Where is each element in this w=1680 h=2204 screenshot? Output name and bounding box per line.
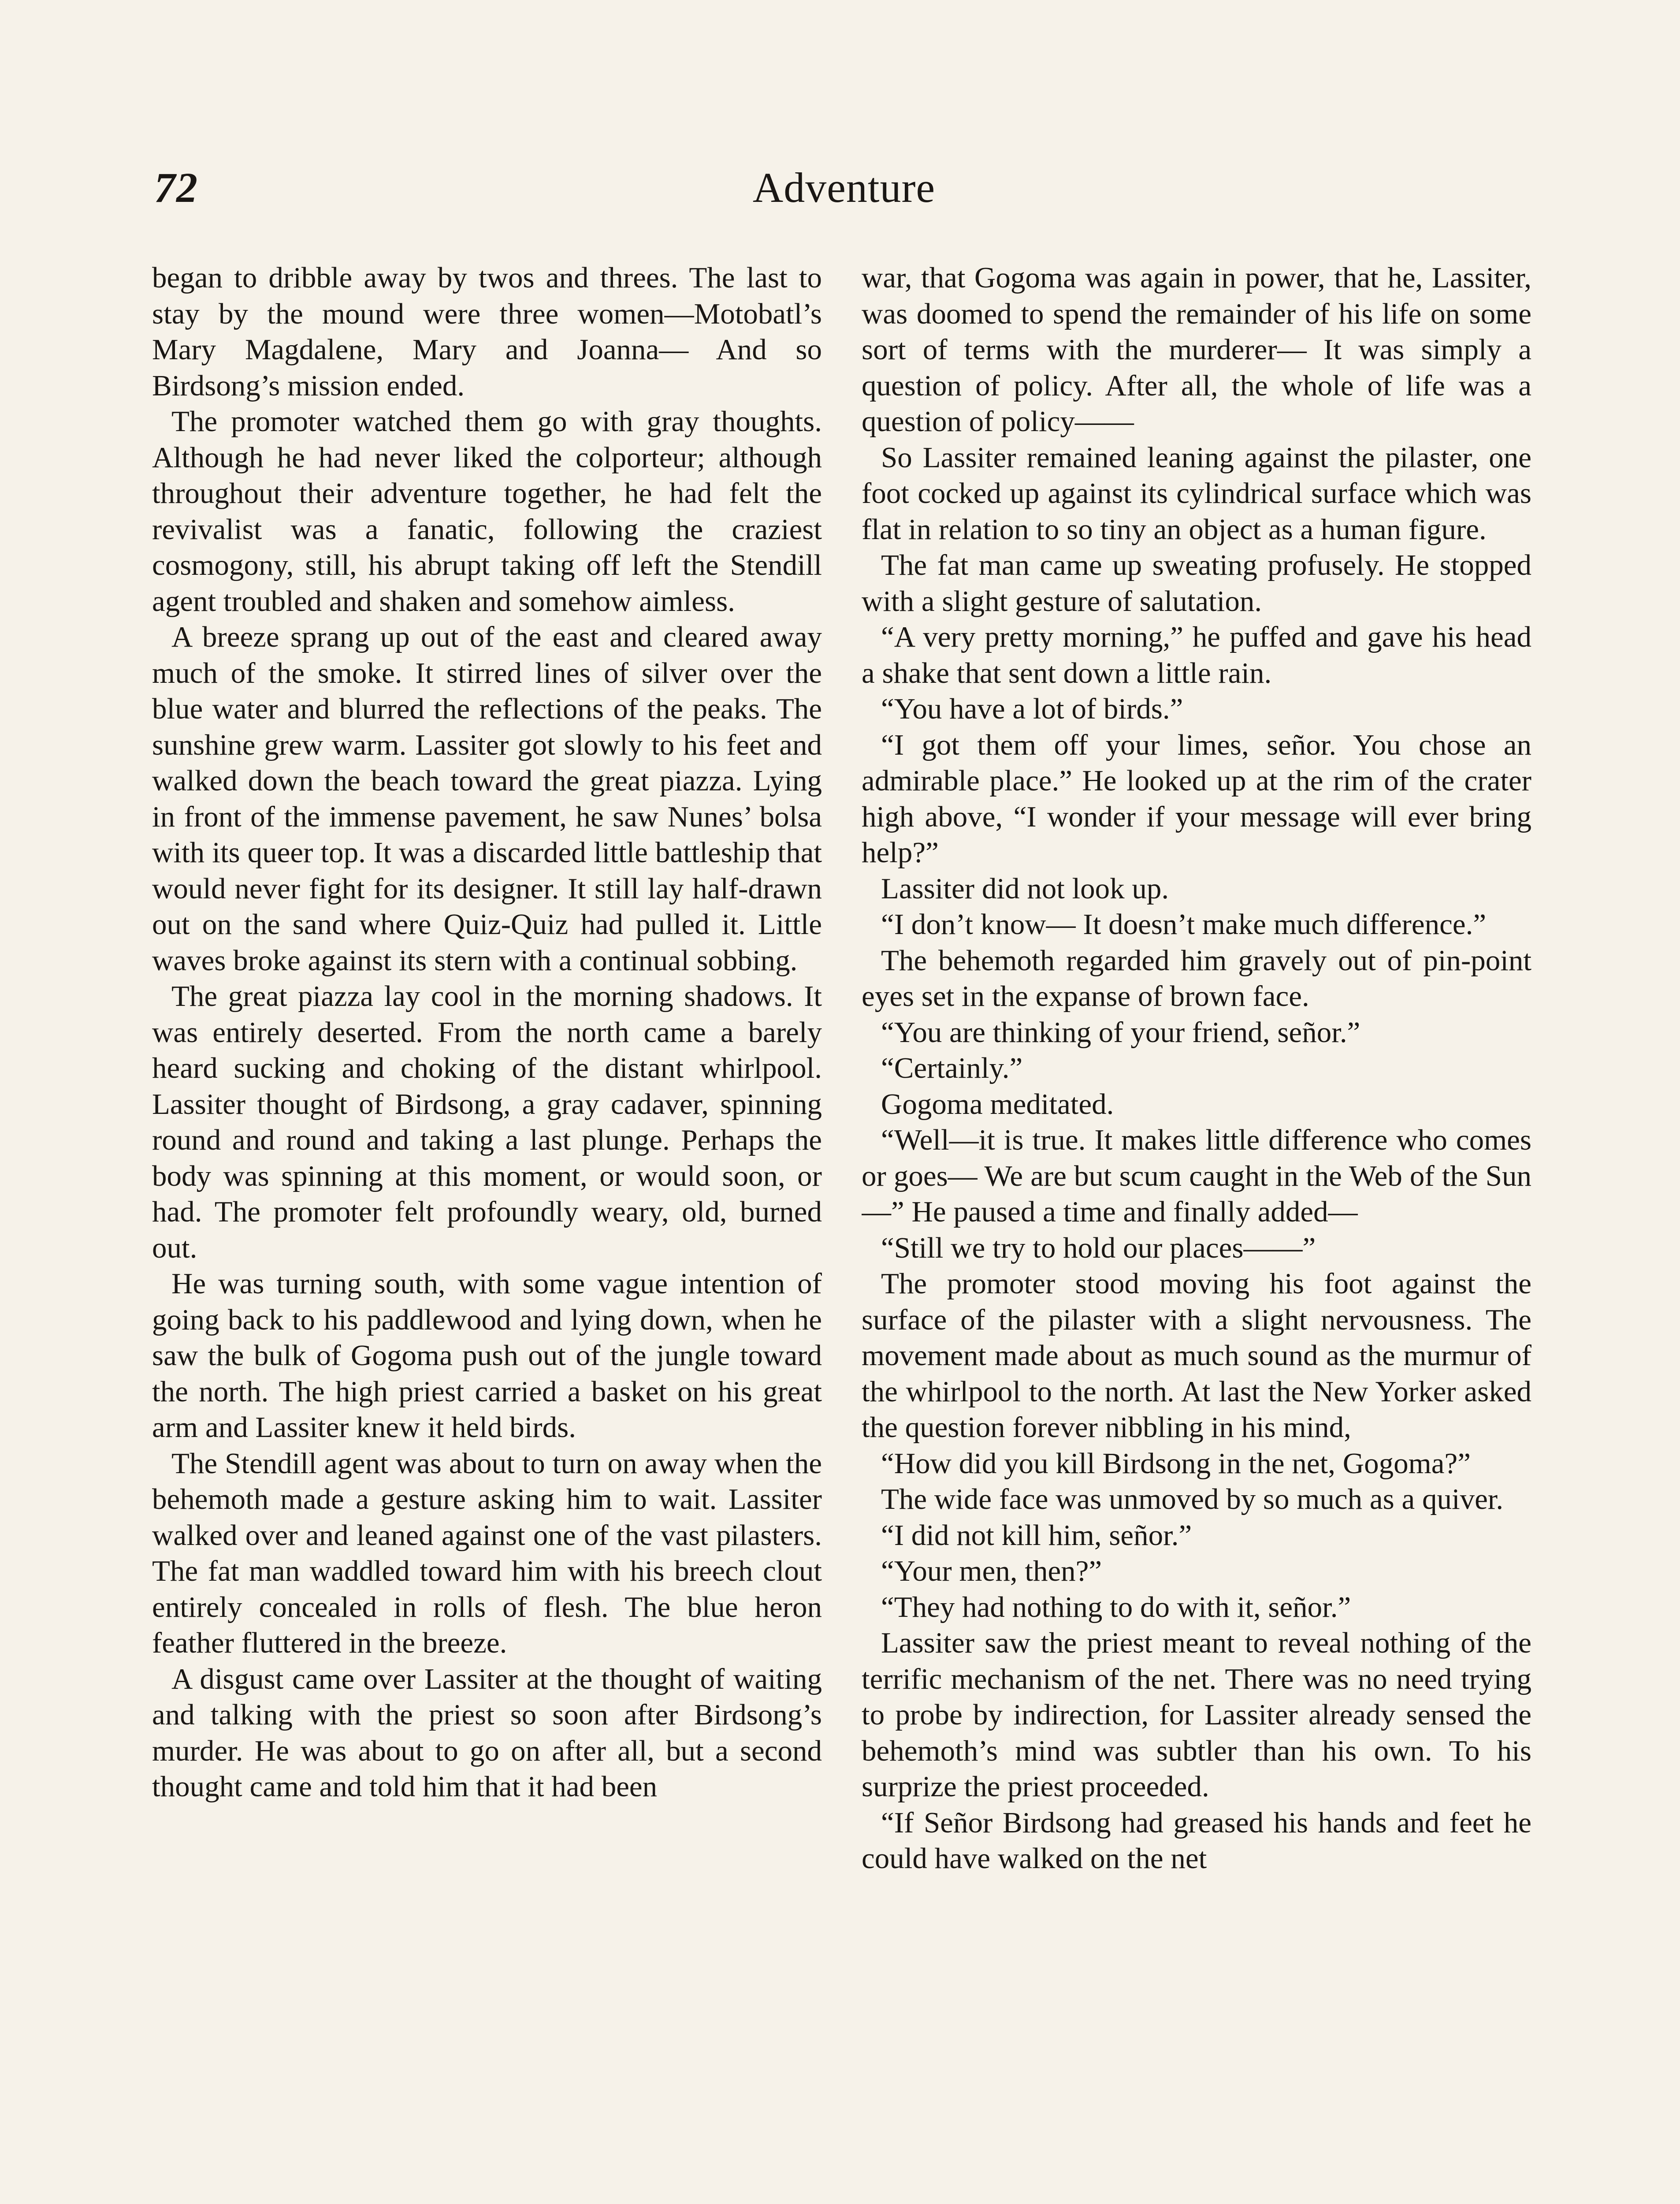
paragraph: Gogoma meditated.: [881, 1087, 1114, 1121]
page-number: 72: [154, 164, 198, 211]
paragraph: “I did not kill him, señor.”: [881, 1519, 1192, 1552]
paragraph: “If Señor Birdsong had greased his hands and feet he could have walked on the net: [862, 1806, 1531, 1875]
paragraph: The promoter watched them go with gray thoughts. Although he had never liked the colporteur; although throughout their adventure together, he had felt the revivalist was a fanatic, following the craziest cosmogony, still, his abrupt taking off left the Stendill agent troubled and shaken and somehow aimless.: [152, 405, 822, 618]
paragraph: “I got them off your limes, señor. You chose an admirable place.” He looked up at the rim of the crater high above, “I wonder if your message will ever bring help?”: [862, 728, 1531, 869]
paragraph: The promoter stood moving his foot against the surface of the pilaster with a slight nervousness. The movement made about as much sound as the murmur of the whirlpool to the north. At last the New Yorker asked the question forever nibbling in his mind,: [862, 1267, 1531, 1444]
paragraph: war, that Gogoma was again in power, that he, Lassiter, was doomed to spend the remainder of his life on some sort of terms with the murderer— It was simply a question of policy. After all, the whole of life was a question of policy——: [862, 261, 1531, 438]
paragraph: The fat man came up sweating profusely. He stopped with a slight gesture of salutation.: [862, 549, 1531, 618]
paragraph: A disgust came over Lassiter at the thought of waiting and talking with the priest so soon after Birdsong’s murder. He was about to go on after all, but a second thought came and told him that it had been: [152, 1662, 822, 1803]
paragraph: “You are thinking of your friend, señor.”: [881, 1016, 1360, 1049]
paragraph: “They had nothing to do with it, señor.”: [881, 1590, 1351, 1623]
paragraph: began to dribble away by twos and threes. The last to stay by the mound were three women—Motobatl’s Mary Magdalene, Mary and Joanna— And so Birdsong’s mission ended.: [152, 261, 822, 402]
paragraph: The great piazza lay cool in the morning shadows. It was entirely deserted. From the north came a barely heard sucking and choking of the distant whirlpool. Lassiter thought of Birdsong, a gray cadaver, spinning round and round and taking a last plunge. Perhaps the body was spinning at this moment, or would soon, or had. The promoter felt profoundly weary, old, burned out.: [152, 980, 822, 1264]
paragraph: A breeze sprang up out of the east and cleared away much of the smoke. It stirred lines of silver over the blue water and blurred the reflections of the peaks. The sunshine grew warm. Lassiter got slowly to his feet and walked down the beach toward the great piazza. Lying in front of the immense pavement, he saw Nunes’ bolsa with its queer top. It was a discarded little battleship that would never fight for its designer. It still lay half-drawn out on the sand where Quiz-Quiz had pulled it. Little waves broke against its stern with a continual sobbing.: [152, 621, 822, 977]
paragraph: “I don’t know— It doesn’t make much difference.”: [881, 908, 1487, 941]
paragraph: “A very pretty morning,” he puffed and gave his head a shake that sent down a little rain.: [862, 621, 1531, 689]
paragraph: The Stendill agent was about to turn on away when the behemoth made a gesture asking him to wait. Lassiter walked over and leaned against one of the vast pilasters. The fat man waddled toward him with his breech clout entirely concealed in rolls of flesh. The blue heron feather fluttered in the breeze.: [152, 1447, 822, 1659]
paragraph: The wide face was unmoved by so much as a quiver.: [881, 1483, 1504, 1515]
paragraph: “Still we try to hold our places——”: [881, 1231, 1316, 1264]
paragraph: “How did you kill Birdsong in the net, Gogoma?”: [881, 1447, 1471, 1480]
running-head: Adventure: [752, 164, 936, 211]
paragraph: Lassiter did not look up.: [881, 872, 1169, 905]
paragraph: “Well—it is true. It makes little difference who comes or goes— We are but scum caught in the Web of the Sun—” He paused a time and finally added—: [862, 1124, 1531, 1228]
page-header: [154, 163, 1534, 229]
paragraph: So Lassiter remained leaning against the pilaster, one foot cocked up against its cylindrical surface which was flat in relation to so tiny an object as a human figure.: [862, 441, 1531, 546]
paragraph: “You have a lot of birds.”: [881, 692, 1183, 725]
paragraph: He was turning south, with some vague intention of going back to his paddlewood and lying down, when he saw the bulk of Gogoma push out of the jungle toward the north. The high priest carried a basket on his great arm and Lassiter knew it held birds.: [152, 1267, 822, 1444]
left-column: [152, 260, 822, 2204]
paragraph: Lassiter saw the priest meant to reveal nothing of the terrific mechanism of the net. There was no need trying to probe by indirection, for Lassiter already sensed the behemoth’s mind was subtler than his own. To his surprize the priest proceeded.: [862, 1627, 1531, 1803]
paragraph: The behemoth regarded him gravely out of pin-point eyes set in the expanse of brown face.: [862, 944, 1531, 1013]
paragraph: “Certainly.”: [881, 1052, 1023, 1084]
right-column: [862, 260, 1531, 2204]
paragraph: “Your men, then?”: [881, 1555, 1102, 1587]
